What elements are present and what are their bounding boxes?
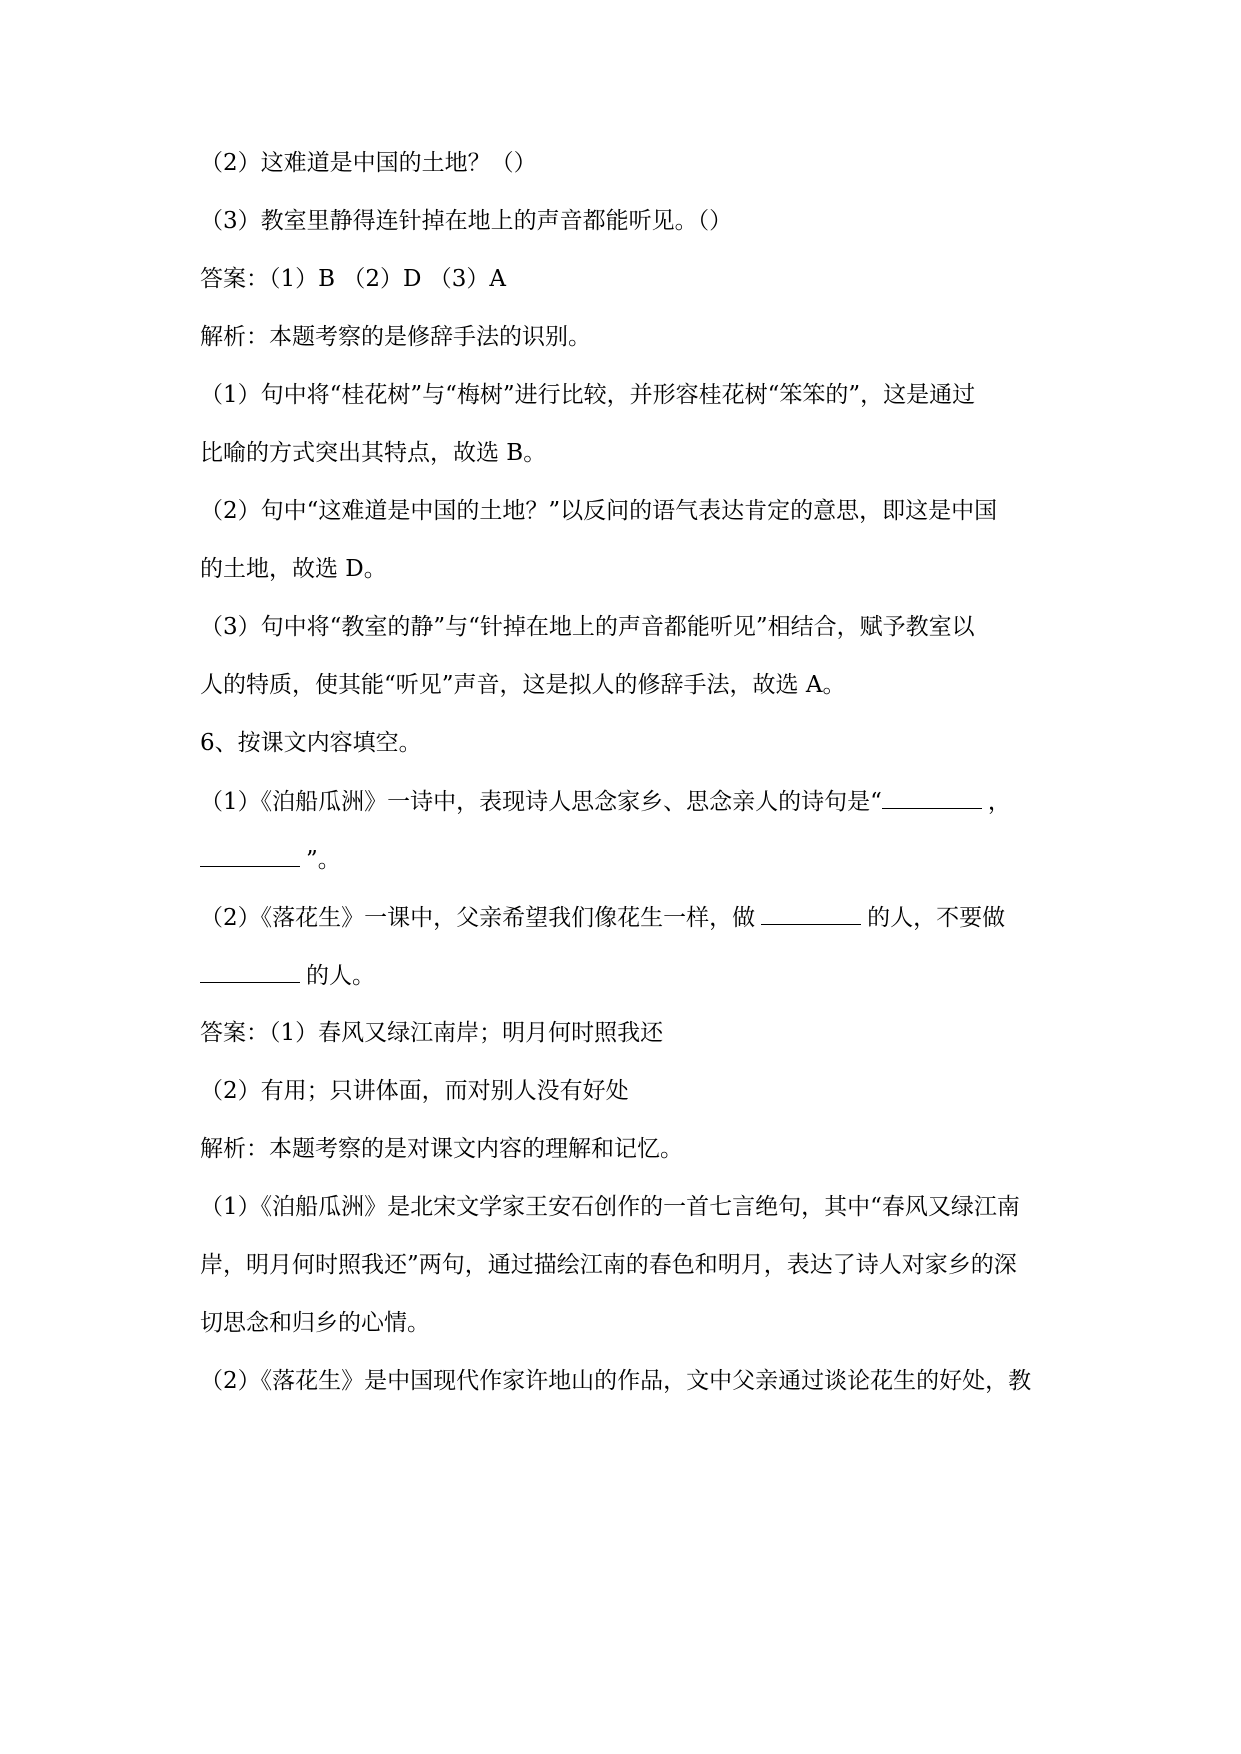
- blank-field[interactable]: [200, 960, 300, 983]
- text-line: （2）有用；只讲体面，而对别人没有好处: [200, 1078, 629, 1104]
- fill-suffix: 的人。: [306, 963, 375, 989]
- text-line: （2）《落花生》是中国现代作家许地山的作品，文中父亲通过谈论花生的好处，教: [200, 1368, 1032, 1394]
- text-line: 人的特质，使其能“听见”声音，这是拟人的修辞手法，故选 A。: [200, 672, 846, 698]
- text-line: （3）教室里静得连针掉在地上的声音都能听见。（）: [200, 208, 733, 234]
- fill-question-1-cont: [200, 844, 341, 875]
- fill-question-2: [200, 902, 1005, 933]
- fill-separator: ，: [987, 789, 1011, 815]
- fill-question-2-cont: [200, 960, 375, 991]
- fill-mid: 的人，不要做: [867, 905, 1006, 931]
- blank-field[interactable]: [882, 786, 982, 809]
- text-line: 比喻的方式突出其特点，故选 B。: [200, 440, 547, 466]
- blank-field[interactable]: [200, 844, 300, 867]
- blank-field[interactable]: [761, 902, 861, 925]
- text-line: （1）《泊船瓜洲》是北宋文学家王安石创作的一首七言绝句，其中“春风又绿江南: [200, 1194, 1020, 1220]
- fill-suffix: ”。: [306, 847, 341, 873]
- answer-line: 答案：（1）春风又绿江南岸；明月何时照我还: [200, 1020, 664, 1046]
- text-line: 切思念和归乡的心情。: [200, 1310, 430, 1336]
- fill-prefix: （1）《泊船瓜洲》一诗中，表现诗人思念家乡、思念亲人的诗句是“: [200, 789, 882, 815]
- text-line: （3）句中将“教室的静”与“针掉在地上的声音都能听见”相结合，赋予教室以: [200, 614, 975, 640]
- question-heading: 6、按课文内容填空。: [200, 730, 422, 756]
- answer-line: 答案：（1）B （2）D （3）A: [200, 266, 506, 292]
- text-line: （1）句中将“桂花树”与“梅树”进行比较，并形容桂花树“笨笨的”，这是通过: [200, 382, 976, 408]
- text-line: 的土地，故选 D。: [200, 556, 387, 582]
- analysis-line: 解析：本题考察的是修辞手法的识别。: [200, 324, 591, 350]
- fill-question-1: [200, 786, 1011, 817]
- text-line: （2）句中“这难道是中国的土地？”以反问的语气表达肯定的意思，即这是中国: [200, 498, 998, 524]
- fill-prefix: （2）《落花生》一课中，父亲希望我们像花生一样，做: [200, 905, 756, 931]
- analysis-line: 解析：本题考察的是对课文内容的理解和记忆。: [200, 1136, 683, 1162]
- text-line: 岸，明月何时照我还”两句，通过描绘江南的春色和明月，表达了诗人对家乡的深: [200, 1252, 1017, 1278]
- text-line: （2）这难道是中国的土地？（）: [200, 150, 537, 176]
